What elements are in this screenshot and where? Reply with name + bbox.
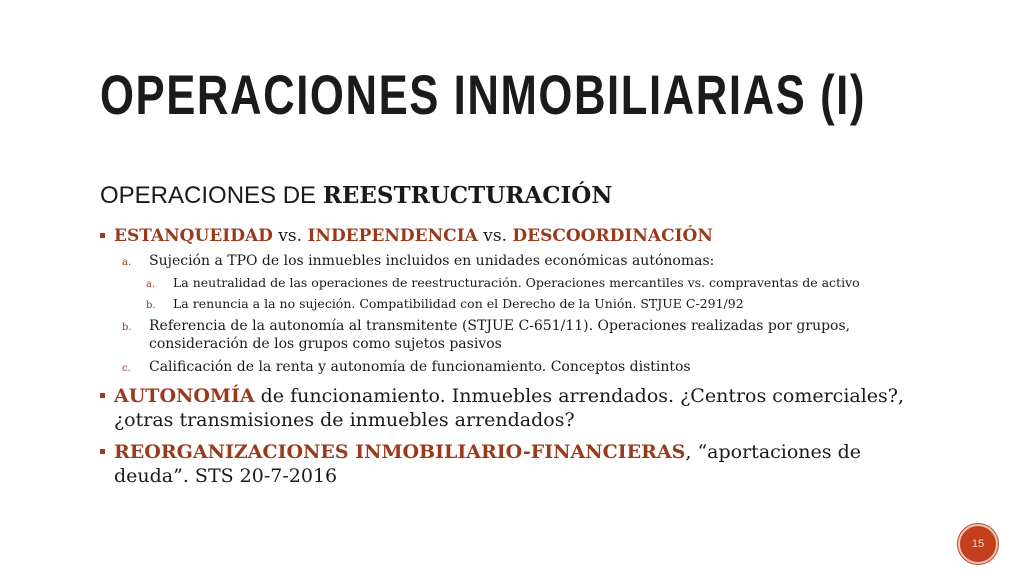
- list-marker: b.: [146, 300, 156, 311]
- sub-sub-item-b: [100, 296, 930, 312]
- highlight-term: REORGANIZACIONES INMOBILIARIO-FINANCIERAS: [114, 441, 686, 463]
- page-number-badge: 15: [958, 524, 998, 564]
- slide-title: OPERACIONES INMOBILIARIAS (I): [100, 63, 866, 126]
- subtitle-bold: REESTRUCTURACIÓN: [322, 182, 613, 209]
- highlight-term: ESTANQUEIDAD: [114, 226, 273, 246]
- highlight-term: AUTONOMÍA: [114, 385, 255, 407]
- highlight-term: INDEPENDENCIA: [307, 226, 478, 246]
- sub-item-text: Referencia de la autonomía al transmitente (STJUE C-651/11). Operaciones realizadas por grupos, consideración de los grupos como sujetos pasivos: [149, 318, 851, 352]
- sub-item-c: [100, 358, 930, 376]
- sub-sub-item-text: La neutralidad de las operaciones de reestructuración. Operaciones mercantiles vs. compraventas de activo: [173, 275, 860, 290]
- bullet-text: , “aportaciones de deuda”. STS 20-7-2016: [114, 441, 861, 487]
- bullet-autonomia: [100, 384, 930, 432]
- bullet-text: de funcionamiento. Inmuebles arrendados. ¿Centros comerciales?, ¿otras transmisiones de inmuebles arrendados?: [114, 385, 905, 431]
- sub-item-a: [100, 252, 930, 270]
- subtitle-prefix: OPERACIONES DE: [100, 182, 323, 209]
- square-bullet-icon: [100, 233, 105, 238]
- highlight-term: DESCOORDINACIÓN: [512, 226, 713, 246]
- sub-item-b: [100, 317, 930, 353]
- sub-sub-item-text: La renuncia a la no sujeción. Compatibilidad con el Derecho de la Unión. STJUE C-291/92: [173, 296, 744, 311]
- bullet-reorganizaciones: [100, 440, 930, 488]
- sub-item-text: Calificación de la renta y autonomía de funcionamiento. Conceptos distintos: [149, 359, 691, 375]
- sub-item-text: Sujeción a TPO de los inmuebles incluidos en unidades económicas autónomas:: [149, 253, 715, 269]
- list-marker: a.: [146, 279, 156, 290]
- list-marker: b.: [122, 322, 132, 333]
- square-bullet-icon: [100, 393, 105, 398]
- sub-sub-item-a: [100, 275, 930, 291]
- connector-text: vs.: [477, 226, 513, 246]
- slide-subtitle: [100, 182, 612, 210]
- connector-text: vs.: [272, 226, 308, 246]
- list-marker: a.: [122, 257, 132, 268]
- square-bullet-icon: [100, 449, 105, 454]
- slide-content: [100, 226, 930, 492]
- bullet-estanqueidad: [100, 226, 930, 246]
- list-marker: c.: [122, 363, 131, 374]
